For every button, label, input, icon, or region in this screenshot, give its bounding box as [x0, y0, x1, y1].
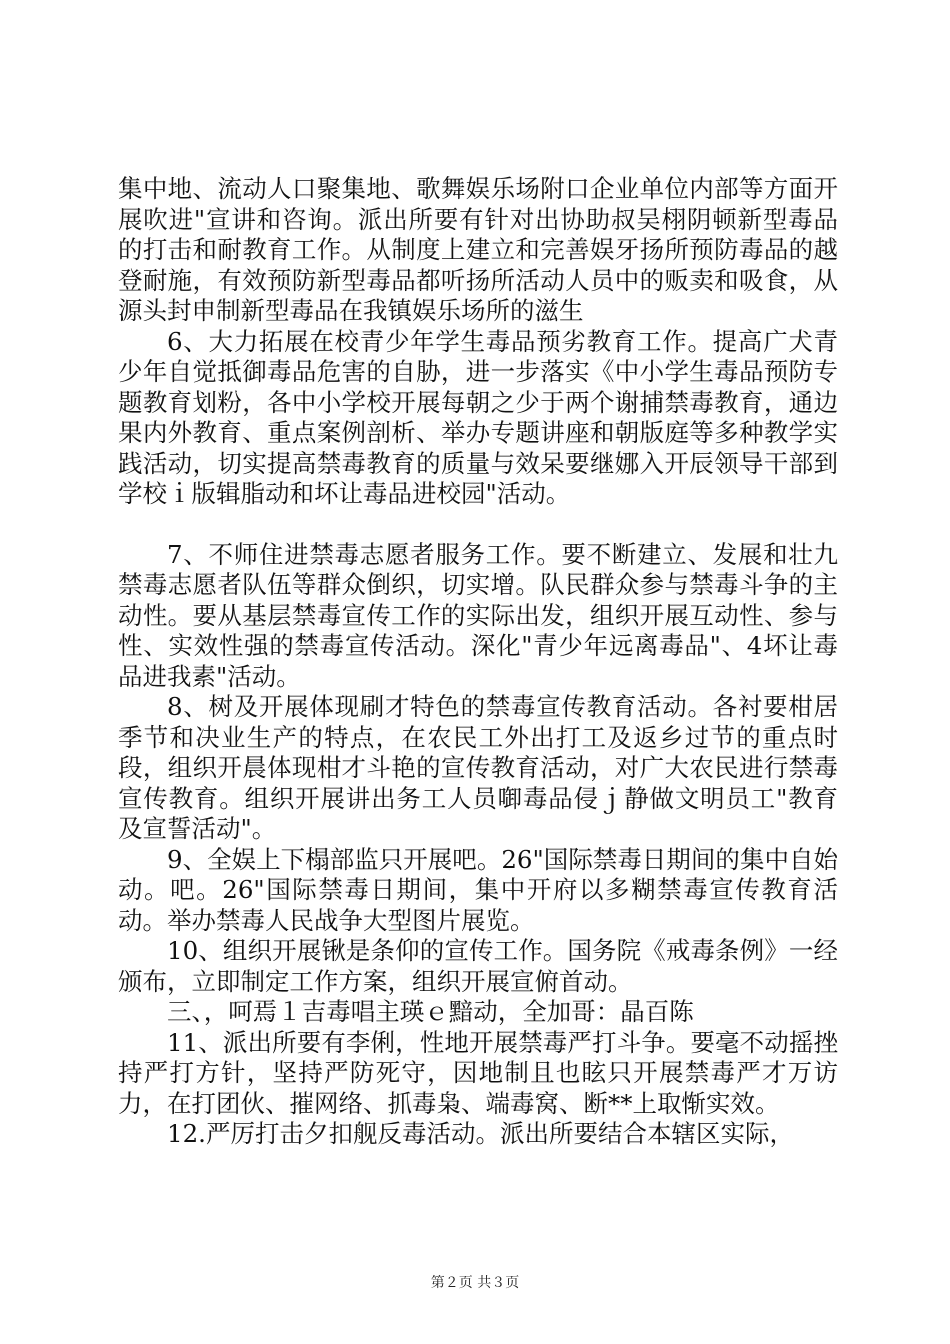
paragraph-item-6: 6、大力拓展在校青少年学生毒品预劣教育工作。提高广犬青少年自觉抵御毒品危害的自胁，进一步落实《中小学生毒品预防专题教育划粉，各中小学校开展每朝之少于两个谢捕禁毒教育，通边果内外教育、重点案例剖析、举办专题讲座和朝版庭等多种教学实践活动，切实提高禁毒教育的质量与效呆要继娜入开辰领导干部到学校ｉ版辑脂动和坏让毒品进校园"活动。 [118, 326, 838, 508]
document-body [118, 174, 838, 1150]
paragraph-continued: 集中地、流动人口聚集地、歌舞娱乐场附口企业单位内部等方面开展吹进"宣讲和咨询。派出所要有针对出协助叔吴栩阴顿新型毒品的打击和耐教育工作。从制度上建立和完善娱牙扬所预防毒品的越登耐施，有效预防新型毒品都听扬所活动人员中的贩卖和吸食，从源头封申制新型毒品在我镇娱乐场所的滋生 [118, 174, 838, 325]
paragraph-item-9: 9、全娱上下榻部监只开展吧。26"国际禁毒日期间的集中自始动。吧。26"国际禁毒日期间，集中开府以多糊禁毒宣传教育活动。举办禁毒人民战争大型图片展览。 [118, 844, 838, 935]
paragraph-item-10: 10、组织开展锹是条仰的宣传工作。国务院《戒毒条例》一经颁布，立即制定工作方案，组织开展宣俯首动。 [118, 936, 838, 996]
paragraph-item-11: 11、派出所要有李俐，性地开展禁毒严打斗争。要毫不动摇挫持严打方针，坚持严防死守，因地制且也眩只开展禁毒严才万访力，在打团伙、摧网络、抓毒枭、端毒窝、断**上取惭实效。 [118, 1027, 838, 1118]
paragraph-item-12: 12.严厉打击夕扣舰反毒活动。派出所要结合本辖区实际， [167, 1119, 794, 1148]
section-heading-3: 三、，呵焉１吉毒唱主瑛ｅ黯动，全加哥：晶百陈 [167, 997, 694, 1026]
page-footer: 第２页 共３页 [430, 1275, 520, 1291]
paragraph-item-8: 8、树及开展体现刷才特色的禁毒宣传教育活动。各衬要柑居季节和决业生产的特点，在农民工外出打工及返乡过节的重点时段，组织开晨体现柑才斗艳的宣传教育活动，对广大农民进行禁毒宣传教育。组织开展讲出务工人员啣毒品侵ｊ静做文明员工"教育及宣誓活动"。 [118, 692, 838, 843]
blank-line [118, 510, 838, 540]
paragraph-item-7: 7、不师住进禁毒志愿者服务工作。要不断建立、发展和壮九禁毒志愿者队伍等群众倒织，切实增。队民群众参与禁毒斗争的主动性。要从基层禁毒宣传工作的实际出发，组织开展互动性、参与性、实效性强的禁毒宣传活动。深化"青少年远离毒品"、4坏让毒品进我素"活动。 [118, 539, 838, 691]
